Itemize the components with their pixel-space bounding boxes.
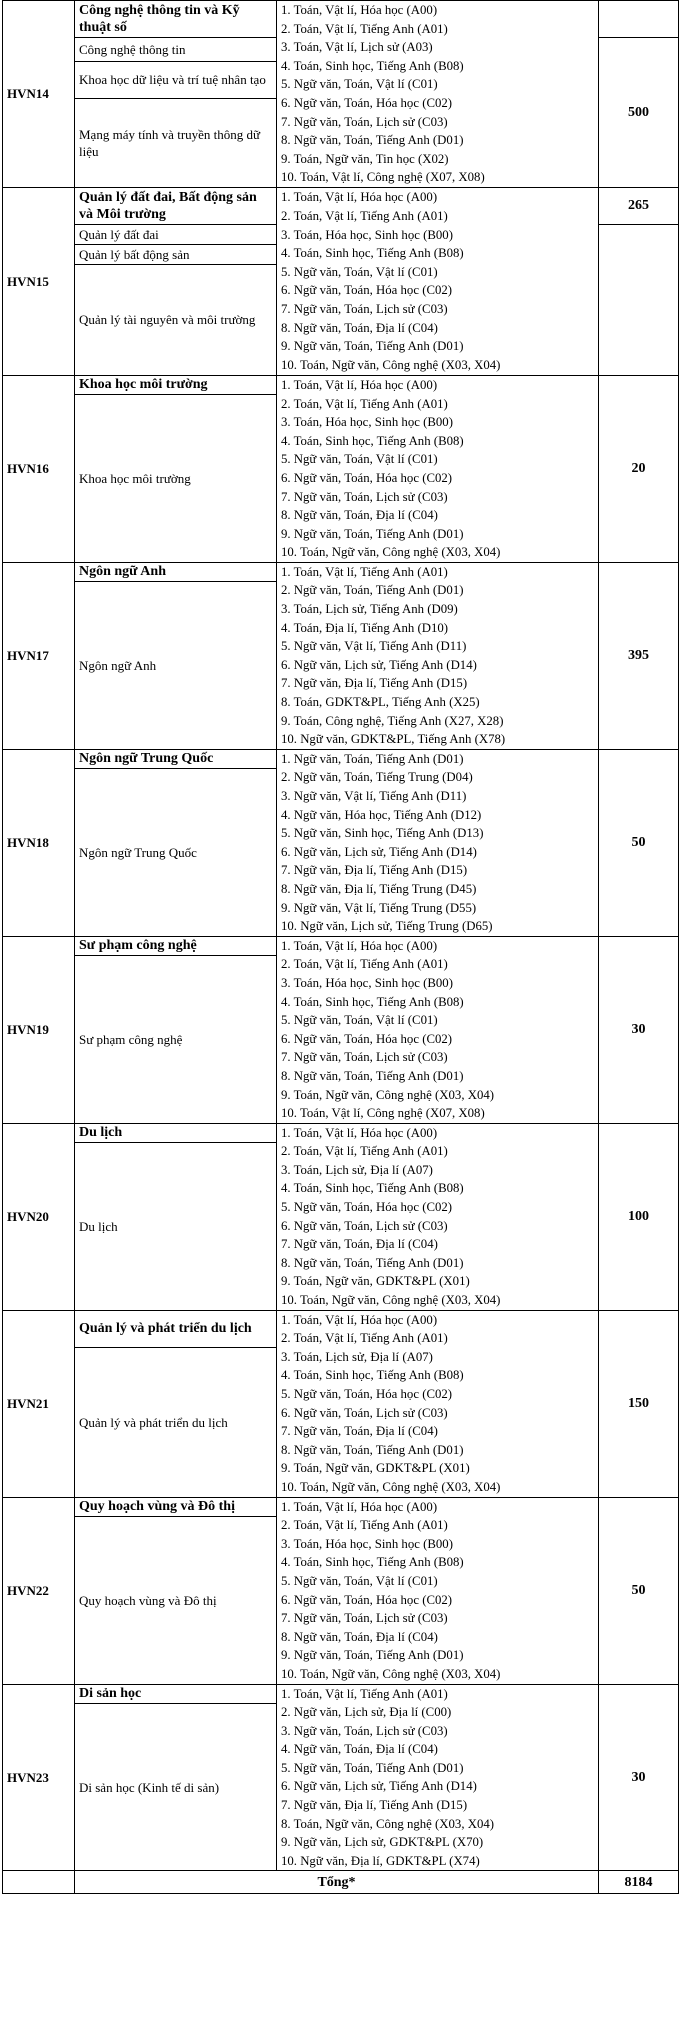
subject-combination-item: 4. Ngữ văn, Hóa học, Tiếng Anh (D12) [281, 807, 482, 822]
subject-combination-item: 1. Toán, Vật lí, Hóa học (A00) [281, 1499, 438, 1514]
quota-value: 150 [599, 1310, 679, 1497]
subject-combination-item: 6. Ngữ văn, Toán, Hóa học (C02) [281, 1031, 453, 1046]
subject-combination-item: 5. Ngữ văn, Toán, Vật lí (C01) [281, 1013, 438, 1028]
subject-combination-item: 6. Ngữ văn, Lịch sử, Tiếng Anh (D14) [281, 657, 477, 672]
major-code: HVN14 [3, 1, 75, 188]
sub-major: Công nghệ thông tin [75, 38, 277, 62]
major-code: HVN23 [3, 1684, 75, 1871]
major-code: HVN19 [3, 936, 75, 1123]
subject-combination-item: 8. Ngữ văn, Toán, Tiếng Anh (D01) [281, 1442, 464, 1457]
subject-combination-item: 6. Ngữ văn, Toán, Hóa học (C02) [281, 283, 453, 298]
subject-combination-item: 9. Ngữ văn, Toán, Tiếng Anh (D01) [281, 1648, 464, 1663]
subject-combination-item: 7. Ngữ văn, Toán, Địa lí (C04) [281, 1237, 438, 1252]
quota-value: 30 [599, 936, 679, 1123]
subject-combination-item: 8. Toán, GDKT&PL, Tiếng Anh (X25) [281, 695, 480, 710]
table-row [3, 749, 679, 768]
major-code: HVN16 [3, 375, 75, 562]
subject-combination-item: 8. Ngữ văn, Toán, Tiếng Anh (D01) [281, 133, 464, 148]
subject-combination-item: 2. Ngữ văn, Lịch sử, Địa lí (C00) [281, 1705, 452, 1720]
table-row [3, 936, 679, 955]
subject-combination-item: 5. Ngữ văn, Toán, Vật lí (C01) [281, 452, 438, 467]
subject-combination-item: 3. Toán, Lịch sử, Tiếng Anh (D09) [281, 602, 458, 617]
major-code: HVN17 [3, 562, 75, 749]
subject-combination-item: 10. Toán, Ngữ văn, Công nghệ (X03, X04) [281, 1666, 501, 1681]
subject-combination-item: 4. Toán, Sinh học, Tiếng Anh (B08) [281, 1555, 464, 1570]
subject-combination-item: 7. Ngữ văn, Toán, Lịch sử (C03) [281, 114, 448, 129]
subject-combination-item: 2. Toán, Vật lí, Tiếng Anh (A01) [281, 957, 448, 972]
subject-combination-item: 6. Ngữ văn, Toán, Hóa học (C02) [281, 470, 453, 485]
subject-combination-item: 6. Ngữ văn, Toán, Hóa học (C02) [281, 1592, 453, 1607]
subject-combination-item: 4. Toán, Sinh học, Tiếng Anh (B08) [281, 433, 464, 448]
subject-combinations [277, 1684, 599, 1871]
subject-combination-item: 1. Toán, Vật lí, Hóa học (A00) [281, 938, 438, 953]
table-row [3, 562, 679, 581]
subject-combinations [277, 1, 599, 188]
major-group-title: Khoa học môi trường [75, 375, 277, 394]
subject-combination-item: 3. Ngữ văn, Vật lí, Tiếng Anh (D11) [281, 789, 467, 803]
subject-combination-item: 5. Ngữ văn, Toán, Hóa học (C02) [281, 1200, 453, 1215]
quota-value: 50 [599, 1497, 679, 1684]
table-row [3, 187, 679, 224]
subject-combination-item: 2. Toán, Vật lí, Tiếng Anh (A01) [281, 1331, 448, 1346]
subject-combination-item: 3. Toán, Lịch sử, Địa lí (A07) [281, 1162, 433, 1177]
subject-combination-item: 10. Ngữ văn, Lịch sử, Tiếng Trung (D65) [281, 919, 493, 934]
subject-combination-item: 1. Toán, Vật lí, Hóa học (A00) [281, 1312, 438, 1327]
subject-combination-item: 7. Ngữ văn, Địa lí, Tiếng Anh (D15) [281, 863, 468, 878]
subject-combination-item: 7. Ngữ văn, Toán, Lịch sử (C03) [281, 489, 448, 504]
subject-combination-item: 9. Toán, Công nghệ, Tiếng Anh (X27, X28) [281, 713, 504, 728]
subject-combination-item: 10. Toán, Vật lí, Công nghệ (X07, X08) [281, 170, 485, 185]
subject-combination-item: 3. Toán, Hóa học, Sinh học (B00) [281, 1536, 453, 1551]
subject-combination-item: 7. Ngữ văn, Toán, Lịch sử (C03) [281, 1611, 448, 1626]
subject-combination-item: 8. Ngữ văn, Toán, Tiếng Anh (D01) [281, 1255, 464, 1270]
subject-combination-item: 10. Toán, Ngữ văn, Công nghệ (X03, X04) [281, 357, 501, 372]
subject-combination-item: 2. Toán, Vật lí, Tiếng Anh (A01) [281, 1518, 448, 1533]
subject-combinations [277, 562, 599, 749]
quota-value: 50 [599, 749, 679, 936]
subject-combination-item: 6. Ngữ văn, Lịch sử, Tiếng Anh (D14) [281, 1779, 477, 1794]
total-value: 8184 [599, 1871, 679, 1894]
subject-combination-item: 4. Toán, Sinh học, Tiếng Anh (B08) [281, 58, 464, 73]
sub-major: Mạng máy tính và truyền thông dữ liệu [75, 98, 277, 187]
subject-combination-item: 4. Toán, Sinh học, Tiếng Anh (B08) [281, 1368, 464, 1383]
subject-combination-item: 8. Toán, Ngữ văn, Công nghệ (X03, X04) [281, 1816, 495, 1831]
subject-combination-item: 9. Ngữ văn, Vật lí, Tiếng Trung (D55) [281, 900, 477, 915]
subject-combination-item: 10. Toán, Ngữ văn, Công nghệ (X03, X04) [281, 1479, 501, 1494]
subject-combinations [277, 1123, 599, 1310]
sub-major: Quản lý tài nguyên và môi trường [75, 264, 277, 375]
empty-cell [599, 1, 679, 38]
subject-combination-item: 4. Ngữ văn, Toán, Địa lí (C04) [281, 1742, 438, 1757]
subject-combination-item: 1. Toán, Vật lí, Tiếng Anh (A01) [281, 1686, 448, 1701]
subject-combination-item: 8. Ngữ văn, Toán, Địa lí (C04) [281, 508, 438, 523]
major-code: HVN15 [3, 187, 75, 375]
subject-combination-item: 3. Toán, Hóa học, Sinh học (B00) [281, 415, 453, 430]
major-code: HVN21 [3, 1310, 75, 1497]
subject-combination-item: 7. Ngữ văn, Địa lí, Tiếng Anh (D15) [281, 1798, 468, 1813]
subject-combination-item: 5. Ngữ văn, Toán, Vật lí (C01) [281, 264, 438, 279]
empty-cell [599, 224, 679, 375]
subject-combination-item: 9. Toán, Ngữ văn, GDKT&PL (X01) [281, 1274, 470, 1289]
subject-combinations [277, 1497, 599, 1684]
sub-major: Quản lý đất đai [75, 224, 277, 244]
sub-major: Quản lý và phát triển du lịch [75, 1347, 277, 1497]
quota-value: 30 [599, 1684, 679, 1871]
major-group-title: Du lịch [75, 1123, 277, 1142]
total-row [3, 1871, 679, 1894]
subject-combination-item: 10. Toán, Vật lí, Công nghệ (X07, X08) [281, 1106, 485, 1121]
subject-combination-item: 2. Toán, Vật lí, Tiếng Anh (A01) [281, 21, 448, 36]
sub-major: Quy hoạch vùng và Đô thị [75, 1516, 277, 1684]
subject-combination-item: 7. Ngữ văn, Địa lí, Tiếng Anh (D15) [281, 676, 468, 691]
subject-combination-item: 10. Ngữ văn, Địa lí, GDKT&PL (X74) [281, 1853, 480, 1868]
subject-combination-item: 5. Ngữ văn, Vật lí, Tiếng Anh (D11) [281, 639, 467, 654]
subject-combination-item: 4. Toán, Sinh học, Tiếng Anh (B08) [281, 1181, 464, 1196]
subject-combination-item: 1. Toán, Vật lí, Hóa học (A00) [281, 377, 438, 392]
major-code: HVN18 [3, 749, 75, 936]
sub-major: Ngôn ngữ Anh [75, 581, 277, 749]
quota-value: 100 [599, 1123, 679, 1310]
subject-combinations [277, 1310, 599, 1497]
subject-combinations [277, 936, 599, 1123]
table-row [3, 1123, 679, 1142]
subject-combination-item: 6. Ngữ văn, Toán, Hóa học (C02) [281, 95, 453, 110]
subject-combination-item: 2. Toán, Vật lí, Tiếng Anh (A01) [281, 209, 448, 224]
sub-major: Ngôn ngữ Trung Quốc [75, 768, 277, 936]
major-code: HVN22 [3, 1497, 75, 1684]
quota-value: 395 [599, 562, 679, 749]
subject-combination-item: 2. Toán, Vật lí, Tiếng Anh (A01) [281, 396, 448, 411]
subject-combination-item: 8. Ngữ văn, Toán, Địa lí (C04) [281, 1629, 438, 1644]
subject-combination-item: 8. Ngữ văn, Toán, Địa lí (C04) [281, 320, 438, 335]
quota-value: 265 [599, 187, 679, 224]
subject-combination-item: 5. Ngữ văn, Sinh học, Tiếng Anh (D13) [281, 826, 484, 841]
subject-combination-item: 9. Toán, Ngữ văn, GDKT&PL (X01) [281, 1461, 470, 1476]
subject-combinations [277, 187, 599, 375]
sub-major: Khoa học dữ liệu và trí tuệ nhân tạo [75, 61, 277, 98]
subject-combination-item: 9. Ngữ văn, Toán, Tiếng Anh (D01) [281, 526, 464, 541]
empty-cell [3, 1871, 75, 1894]
total-label: Tổng* [75, 1871, 599, 1894]
subject-combination-item: 9. Toán, Ngữ văn, Tin học (X02) [281, 151, 449, 166]
major-code: HVN20 [3, 1123, 75, 1310]
table-row [3, 1497, 679, 1516]
subject-combination-item: 10. Ngữ văn, GDKT&PL, Tiếng Anh (X78) [281, 732, 506, 747]
subject-combination-item: 10. Toán, Ngữ văn, Công nghệ (X03, X04) [281, 545, 501, 560]
table-row [3, 375, 679, 394]
subject-combination-item: 6. Ngữ văn, Toán, Lịch sử (C03) [281, 1218, 448, 1233]
subject-combination-item: 3. Toán, Hóa học, Sinh học (B00) [281, 975, 453, 990]
major-group-title: Sư phạm công nghệ [75, 936, 277, 955]
subject-combination-item: 6. Ngữ văn, Toán, Lịch sử (C03) [281, 1405, 448, 1420]
subject-combination-item: 8. Ngữ văn, Toán, Tiếng Anh (D01) [281, 1068, 464, 1083]
major-group-title: Di sản học [75, 1684, 277, 1703]
subject-combination-item: 8. Ngữ văn, Địa lí, Tiếng Trung (D45) [281, 881, 477, 896]
subject-combination-item: 2. Ngữ văn, Toán, Tiếng Anh (D01) [281, 583, 464, 598]
subject-combination-item: 9. Ngữ văn, Toán, Tiếng Anh (D01) [281, 339, 464, 354]
table-row [3, 1, 679, 38]
subject-combination-item: 7. Ngữ văn, Toán, Địa lí (C04) [281, 1424, 438, 1439]
subject-combination-item: 7. Ngữ văn, Toán, Lịch sử (C03) [281, 1050, 448, 1065]
admission-quota-table [2, 0, 679, 1894]
subject-combination-item: 10. Toán, Ngữ văn, Công nghệ (X03, X04) [281, 1293, 501, 1308]
subject-combination-item: 5. Ngữ văn, Toán, Tiếng Anh (D01) [281, 1760, 464, 1775]
subject-combination-item: 3. Toán, Hóa học, Sinh học (B00) [281, 227, 453, 242]
major-group-title: Quy hoạch vùng và Đô thị [75, 1497, 277, 1516]
table-row [3, 1310, 679, 1347]
subject-combination-item: 4. Toán, Địa lí, Tiếng Anh (D10) [281, 620, 449, 635]
subject-combination-item: 5. Ngữ văn, Toán, Vật lí (C01) [281, 77, 438, 92]
table-row [3, 1684, 679, 1703]
subject-combinations [277, 749, 599, 936]
sub-major: Quản lý bất động sản [75, 244, 277, 264]
subject-combination-item: 6. Ngữ văn, Lịch sử, Tiếng Anh (D14) [281, 844, 477, 859]
subject-combination-item: 2. Ngữ văn, Toán, Tiếng Trung (D04) [281, 770, 473, 785]
subject-combination-item: 9. Toán, Ngữ văn, Công nghệ (X03, X04) [281, 1087, 495, 1102]
major-group-title: Quản lý và phát triển du lịch [75, 1310, 277, 1347]
subject-combination-item: 5. Ngữ văn, Toán, Vật lí (C01) [281, 1573, 438, 1588]
subject-combination-item: 9. Ngữ văn, Lịch sử, GDKT&PL (X70) [281, 1835, 484, 1850]
subject-combination-item: 4. Toán, Sinh học, Tiếng Anh (B08) [281, 246, 464, 261]
major-group-title: Quản lý đất đai, Bất động sản và Môi trường [75, 187, 277, 224]
subject-combination-item: 1. Ngữ văn, Toán, Tiếng Anh (D01) [281, 751, 464, 766]
subject-combination-item: 3. Toán, Vật lí, Lịch sử (A03) [281, 40, 433, 55]
subject-combination-item: 4. Toán, Sinh học, Tiếng Anh (B08) [281, 994, 464, 1009]
sub-major: Di sản học (Kinh tế di sản) [75, 1703, 277, 1871]
subject-combination-item: 1. Toán, Vật lí, Tiếng Anh (A01) [281, 564, 448, 579]
major-group-title: Công nghệ thông tin và Kỹ thuật số [75, 1, 277, 38]
quota-value: 500 [599, 38, 679, 188]
subject-combination-item: 1. Toán, Vật lí, Hóa học (A00) [281, 3, 438, 17]
quota-value: 20 [599, 375, 679, 562]
sub-major: Sư phạm công nghệ [75, 955, 277, 1123]
subject-combination-item: 3. Toán, Lịch sử, Địa lí (A07) [281, 1349, 433, 1364]
subject-combination-item: 3. Ngữ văn, Toán, Lịch sử (C03) [281, 1723, 448, 1738]
major-group-title: Ngôn ngữ Trung Quốc [75, 749, 277, 768]
subject-combination-item: 5. Ngữ văn, Toán, Hóa học (C02) [281, 1387, 453, 1401]
major-group-title: Ngôn ngữ Anh [75, 562, 277, 581]
subject-combinations [277, 375, 599, 562]
table-body [3, 1, 679, 1894]
subject-combination-item: 1. Toán, Vật lí, Hóa học (A00) [281, 1125, 438, 1140]
subject-combination-item: 7. Ngữ văn, Toán, Lịch sử (C03) [281, 302, 448, 317]
subject-combination-item: 2. Toán, Vật lí, Tiếng Anh (A01) [281, 1144, 448, 1159]
sub-major: Khoa học môi trường [75, 395, 277, 563]
subject-combination-item: 1. Toán, Vật lí, Hóa học (A00) [281, 190, 438, 205]
sub-major: Du lịch [75, 1142, 277, 1310]
